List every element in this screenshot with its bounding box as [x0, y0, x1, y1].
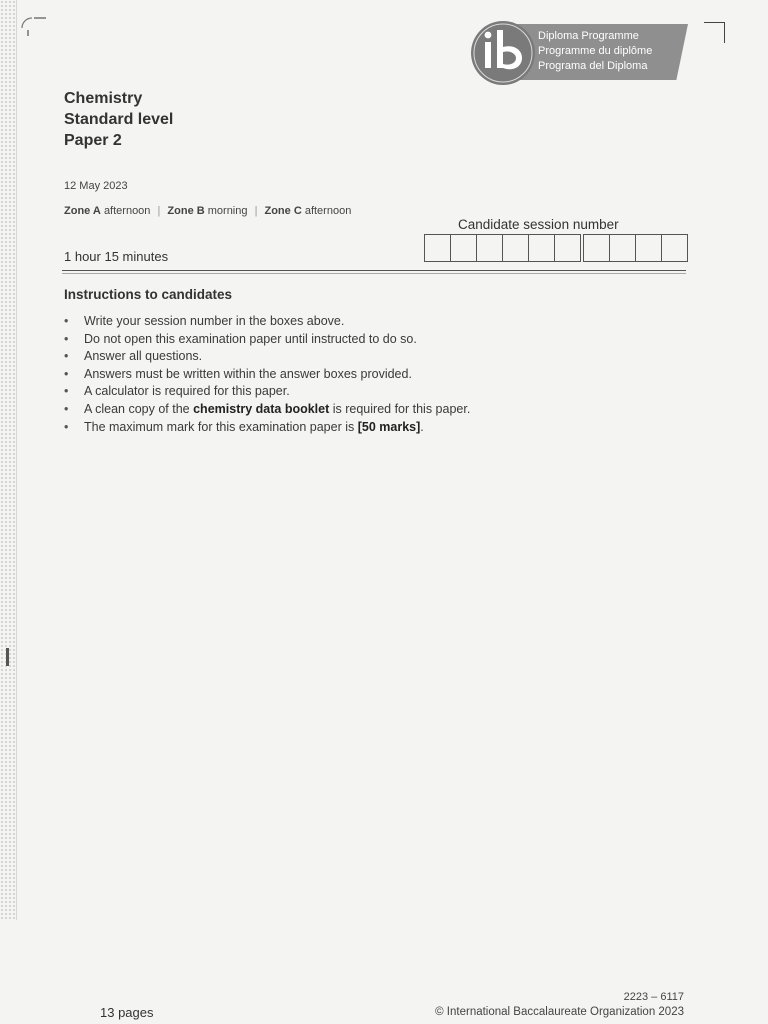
zone-b-time: morning: [207, 205, 248, 217]
logo-line-en: Diploma Programme: [538, 30, 639, 42]
candidate-session-boxes: [425, 234, 688, 262]
zone-c-label: Zone C: [264, 205, 302, 217]
page-count: 13 pages: [100, 1005, 154, 1020]
copyright-notice: © International Baccalaureate Organization 2023: [435, 1006, 684, 1018]
instruction-item: • The maximum mark for this examination paper is [50 marks].: [64, 419, 470, 437]
ib-emblem-icon: [470, 20, 536, 86]
session-number-box[interactable]: [661, 234, 688, 262]
session-number-box[interactable]: [635, 234, 662, 262]
zone-separator: |: [157, 205, 161, 217]
paper-code: 2223 – 6117: [623, 991, 684, 1003]
session-number-box[interactable]: [424, 234, 451, 262]
crop-mark-top-left: [20, 14, 46, 40]
candidate-session-label: Candidate session number: [458, 217, 619, 232]
zone-a-time: afternoon: [103, 205, 151, 217]
session-number-box[interactable]: [502, 234, 529, 262]
session-number-box[interactable]: [583, 234, 610, 262]
instruction-item: • A clean copy of the chemistry data booklet is required for this paper.: [64, 401, 470, 419]
instruction-item: • Do not open this examination paper until instructed to do so.: [64, 331, 470, 349]
level-title: Standard level: [64, 111, 174, 128]
exam-title: [64, 88, 173, 151]
instruction-item: • Answers must be written within the answer boxes provided.: [64, 366, 470, 384]
crop-mark-top-right: [704, 22, 725, 43]
session-number-box[interactable]: [450, 234, 477, 262]
zone-c-time: afternoon: [304, 205, 352, 217]
zone-separator: |: [254, 205, 258, 217]
instructions-heading: Instructions to candidates: [64, 287, 233, 302]
instruction-item: • Answer all questions.: [64, 348, 470, 366]
zone-b-label: Zone B: [167, 205, 205, 217]
exam-duration: 1 hour 15 minutes: [64, 249, 169, 264]
page-perforation-edge: [0, 0, 17, 920]
session-number-box[interactable]: [554, 234, 581, 262]
header-divider-inner: [62, 273, 686, 274]
session-number-box[interactable]: [609, 234, 636, 262]
subject-title: Chemistry: [64, 90, 143, 107]
logo-line-es: Programa del Diploma: [538, 60, 648, 72]
header-divider: [62, 270, 686, 271]
scan-mark: [6, 648, 9, 666]
session-number-box[interactable]: [476, 234, 503, 262]
exam-date: 12 May 2023: [64, 180, 128, 192]
instruction-item: • A calculator is required for this paper.: [64, 383, 470, 401]
zone-a-label: Zone A: [64, 205, 101, 217]
logo-line-fr: Programme du diplôme: [538, 45, 653, 57]
session-number-box[interactable]: [528, 234, 555, 262]
exam-zones: [64, 205, 351, 217]
paper-title: Paper 2: [64, 132, 122, 149]
ib-logo: [470, 20, 690, 86]
logo-text: [538, 29, 652, 74]
instructions-list: [64, 313, 470, 436]
instruction-item: • Write your session number in the boxes above.: [64, 313, 470, 331]
